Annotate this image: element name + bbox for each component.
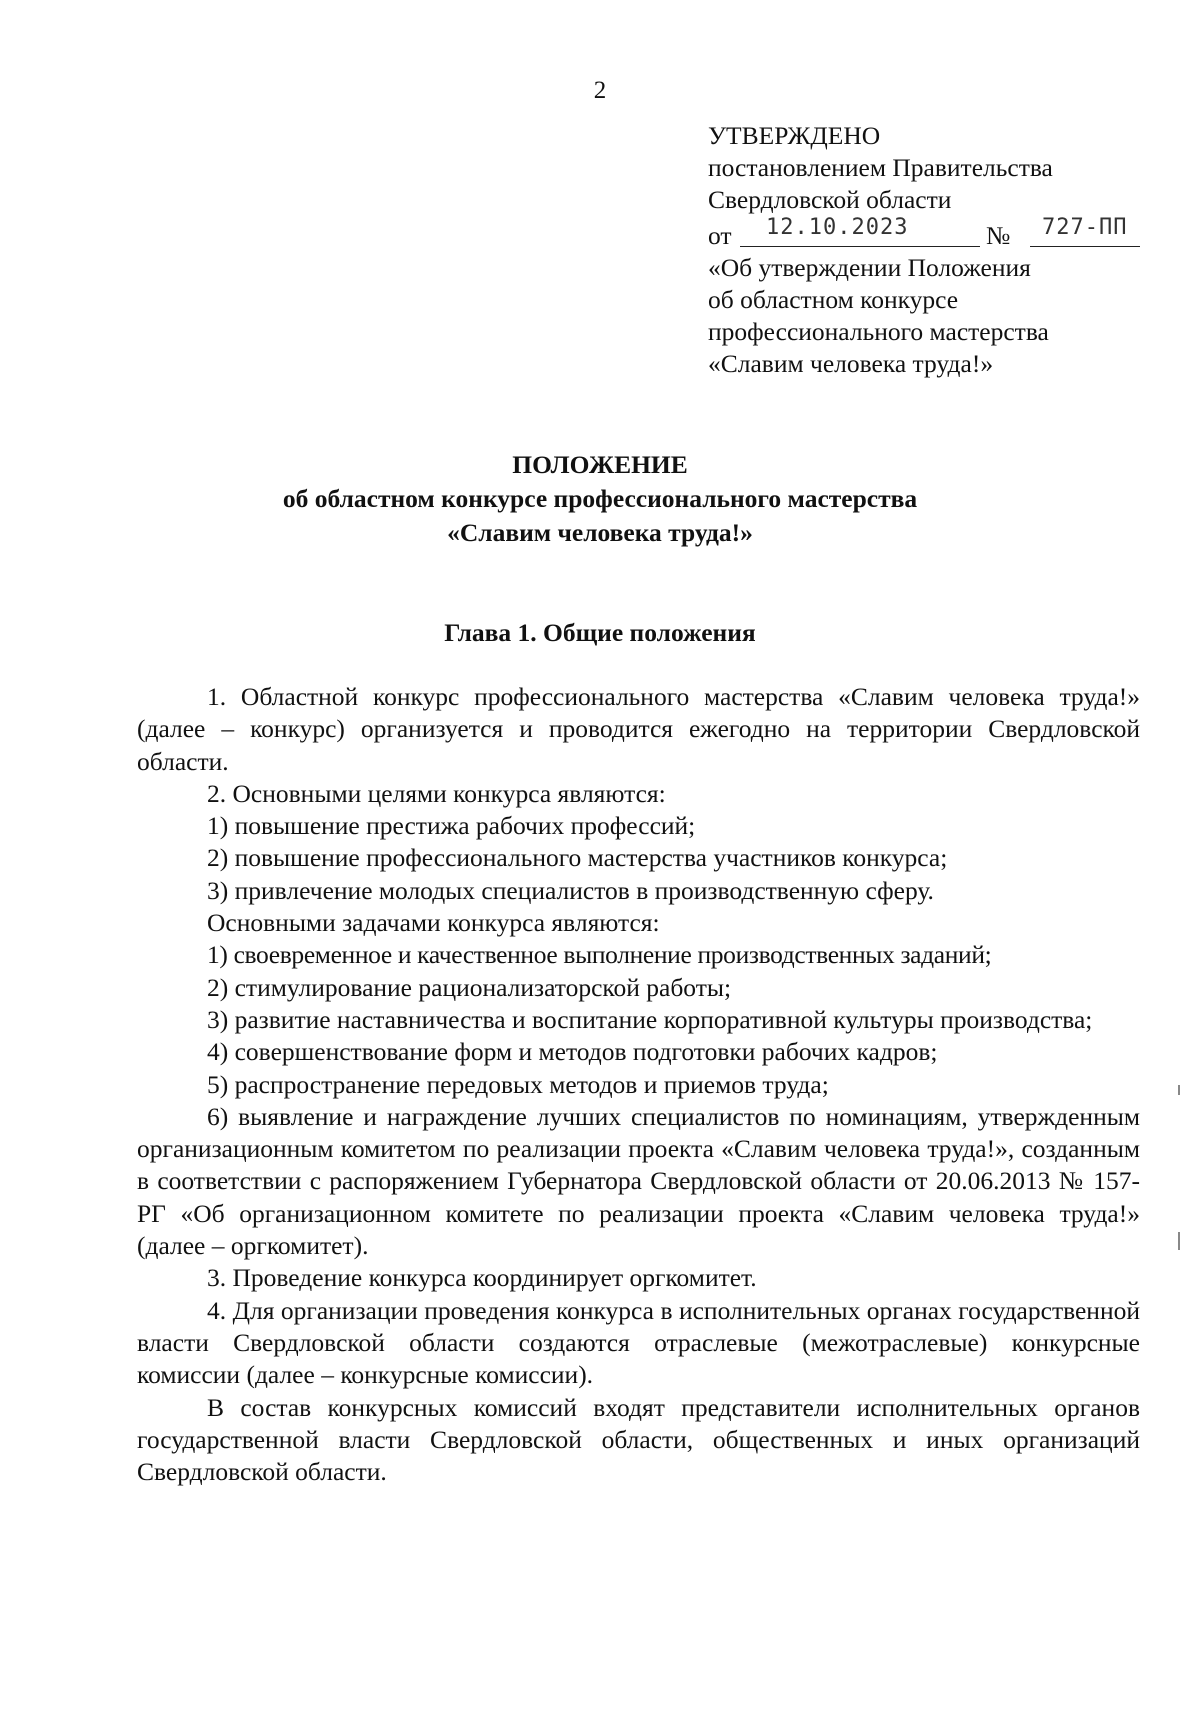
approval-subject-line: «Об утверждении Положения	[708, 253, 1031, 282]
list-item: 1) своевременное и качественное выполнение производственных заданий;	[207, 940, 992, 970]
approval-subject-line: «Славим человека труда!»	[708, 349, 994, 378]
list-item: 3) развитие наставничества и воспитание корпоративной культуры производства;	[207, 1004, 1093, 1034]
scan-artifact-mark	[1178, 1085, 1180, 1095]
document-title-line: об областном конкурсе профессионального мастерства	[282, 484, 918, 513]
document-title-heading: ПОЛОЖЕНИЕ	[512, 450, 688, 479]
page-number: 2	[593, 77, 607, 104]
paragraph: 3. Проведение конкурса координирует оргкомитет.	[207, 1263, 757, 1293]
approval-block	[708, 120, 1148, 380]
document-title	[0, 448, 1200, 550]
document-body	[137, 681, 1140, 1488]
list-item: 6) выявление и награждение лучших специалистов по номинациям, утвержденным организационным комитетом по реализации проекта «Славим человека труда!», созданным в соответствии с распоряжением Губернатора Свердловской области от 20.06.2013 № 157-РГ «Об организационном комитете по реализации проекта «Славим человека труда!» (далее – оргкомитет).	[137, 1101, 1140, 1261]
paragraph: 1. Областной конкурс профессионального мастерства «Славим человека труда!» (далее – конкурс) организуется и проводится ежегодно на территории Свердловской области.	[137, 682, 1140, 776]
approval-subject-line: профессионального мастерства	[708, 317, 1049, 346]
list-item: 2) повышение профессионального мастерства участников конкурса;	[207, 843, 948, 873]
approval-title: УТВЕРЖДЕНО	[708, 121, 881, 150]
paragraph: Основными задачами конкурса являются:	[207, 908, 660, 938]
list-item: 5) распространение передовых методов и приемов труда;	[207, 1069, 829, 1099]
paragraph: 4. Для организации проведения конкурса в исполнительных органах государственной власти Свердловской области создаются отраслевые (межотраслевые) конкурсные комиссии (далее – конкурсные комиссии).	[137, 1295, 1140, 1390]
scan-artifact-mark	[1178, 1232, 1180, 1250]
paragraph: В состав конкурсных комиссий входят представители исполнительных органов государственной власти Свердловской области, общественных и иных организаций Свердловской области.	[137, 1392, 1140, 1487]
number-field	[1030, 216, 1140, 247]
list-item: 3) привлечение молодых специалистов в производственную сферу.	[207, 875, 934, 905]
approval-line: Свердловской области	[708, 185, 952, 214]
list-item: 2) стимулирование рационализаторской работы;	[207, 972, 732, 1002]
date-value: 12.10.2023	[766, 215, 909, 240]
number-label: №	[986, 221, 1011, 250]
number-value: 727-ПП	[1042, 215, 1128, 240]
approval-signature-row	[708, 216, 1148, 252]
document-title-line: «Славим человека труда!»	[447, 518, 753, 547]
approval-subject-line: об областном конкурсе	[708, 285, 959, 314]
paragraph: 2. Основными целями конкурса являются:	[207, 778, 666, 808]
date-field	[740, 216, 980, 247]
list-item: 4) совершенствование форм и методов подготовки рабочих кадров;	[207, 1037, 938, 1067]
approval-line: постановлением Правительства	[708, 153, 1053, 182]
chapter-heading: Глава 1. Общие положения	[444, 618, 756, 647]
date-label: от	[708, 221, 732, 250]
list-item: 1) повышение престижа рабочих профессий;	[207, 811, 696, 841]
